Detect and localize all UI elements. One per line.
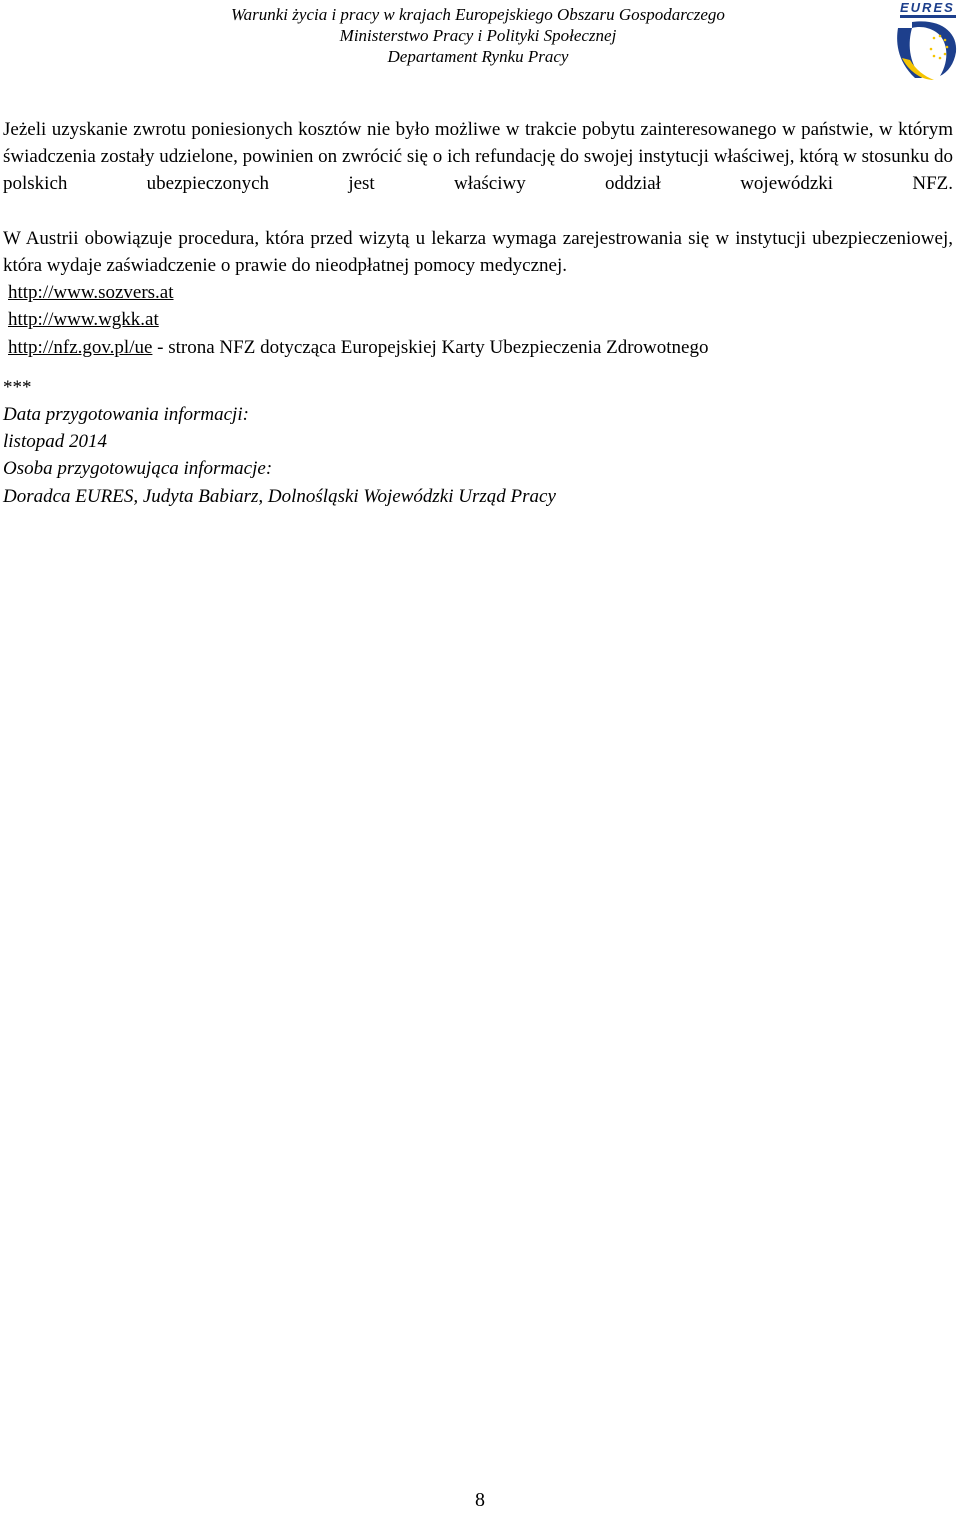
paragraph-refund: Jeżeli uzyskanie zwrotu poniesionych kosztów nie było możliwe w trakcie pobytu zainteresowanego w państwie, w którym świadczenia zostały udzielone, powinien on zwrócić się o ich refundację do swojej instytucji właściwej, którą w stosunku do polskich ubezpieczonych jest właściwy oddział wojewódzki NFZ. bbox=[3, 119, 953, 195]
link-nfz-description: - strona NFZ dotycząca Europejskiej Karty Ubezpieczenia Zdrowotnego bbox=[152, 336, 709, 358]
author-label: Osoba przygotowująca informacje: bbox=[3, 458, 273, 480]
link-line bbox=[3, 306, 953, 333]
date-label: Data przygotowania informacji: bbox=[3, 404, 249, 426]
link-wgkk[interactable]: http://www.wgkk.at bbox=[8, 309, 159, 331]
separator-stars: *** bbox=[3, 376, 32, 398]
page-header bbox=[0, 4, 960, 67]
main-content bbox=[3, 116, 953, 510]
page-number: 8 bbox=[475, 1489, 485, 1511]
eures-logo bbox=[890, 0, 960, 82]
date-value: listopad 2014 bbox=[3, 431, 107, 453]
link-nfz[interactable]: http://nfz.gov.pl/ue bbox=[8, 336, 153, 358]
link-sozvers[interactable]: http://www.sozvers.at bbox=[8, 282, 174, 304]
paragraph-austria: W Austrii obowiązuje procedura, która przed wizytą u lekarza wymaga zarejestrowania się w instytucji ubezpieczeniowej, która wydaje zaświadczenie o prawie do nieodpłatnej pomocy medycznej. bbox=[3, 227, 953, 277]
header-line-department: Departament Rynku Pracy bbox=[387, 47, 569, 66]
author-value: Doradca EURES, Judyta Babiarz, Dolnośląski Wojewódzki Urząd Pracy bbox=[3, 485, 556, 507]
preparation-info bbox=[3, 401, 953, 510]
link-line bbox=[3, 279, 953, 306]
eures-logo-text: EURES bbox=[900, 0, 955, 15]
header-line-ministry: Ministerstwo Pracy i Polityki Społecznej bbox=[339, 26, 617, 45]
link-line bbox=[3, 334, 953, 361]
header-line-title: Warunki życia i pracy w krajach Europejskiego Obszaru Gospodarczego bbox=[231, 5, 725, 24]
